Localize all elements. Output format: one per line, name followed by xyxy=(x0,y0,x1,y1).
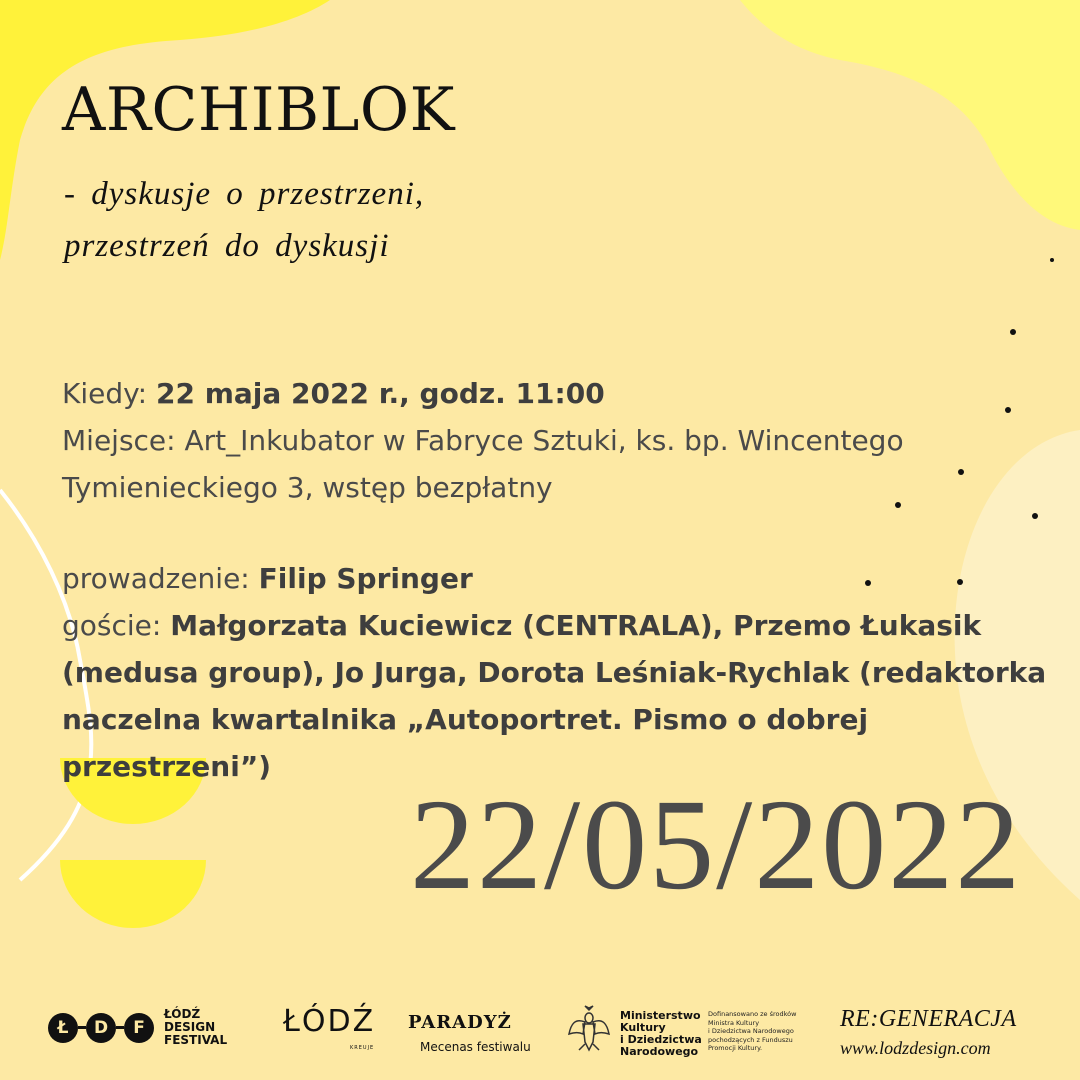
funding-line-4: pochodzących z Funduszu xyxy=(708,1035,793,1044)
ldf-dash xyxy=(116,1026,124,1029)
funding-line-3: i Dziedzictwa Narodowego xyxy=(708,1027,794,1035)
ldf-name xyxy=(164,1008,254,1047)
event-info xyxy=(62,370,1052,790)
ldf-logo xyxy=(48,1008,254,1047)
sponsor-footer xyxy=(0,990,1080,1070)
guests-line-2-row xyxy=(62,649,1052,696)
where-line-1: Miejsce: Art_Inkubator w Fabryce Sztuki, ks. bp. Wincentego xyxy=(62,424,904,457)
when-value: 22 maja 2022 r., godz. 11:00 xyxy=(156,377,605,410)
host-label: prowadzenie: xyxy=(62,562,259,595)
guests-line-3: naczelna kwartalnika „Autoportret. Pismo o dobrej przestrzeni”) xyxy=(62,703,869,783)
regeneracja-logo: RE:GENERACJA xyxy=(840,1006,1017,1032)
lodz-kreuje-logo: ŁÓDŹ xyxy=(283,1004,376,1039)
yellow-half-circle-2 xyxy=(60,860,206,928)
ldf-name-line-1: ŁÓDŹ DESIGN xyxy=(164,1007,216,1034)
ministry-name xyxy=(620,1010,702,1058)
lodz-kreuje-subtext: KREUJE xyxy=(350,1045,375,1051)
guests-line-2: (medusa group), Jo Jurga, Dorota Leśniak-Rychlak (redaktorka xyxy=(62,656,1047,689)
ldf-letter-l: Ł xyxy=(48,1013,78,1043)
website-link[interactable]: www.lodzdesign.com xyxy=(840,1038,991,1058)
ldf-letter-f: F xyxy=(124,1013,154,1043)
guests-line-1: Małgorzata Kuciewicz (CENTRALA), Przemo Łukasik xyxy=(170,609,982,642)
event-title: ARCHIBLOK xyxy=(62,75,455,145)
ministry-line-3: i Dziedzictwa xyxy=(620,1033,702,1046)
ldf-dash xyxy=(78,1026,86,1029)
funding-note xyxy=(708,1010,808,1053)
host-value: Filip Springer xyxy=(258,562,473,595)
when-label: Kiedy: xyxy=(62,377,157,410)
host-row xyxy=(62,555,1052,602)
paradyz-caption: Mecenas festiwalu xyxy=(420,1040,531,1054)
spacer xyxy=(62,511,1052,555)
guests-label: goście: xyxy=(62,609,171,642)
ldf-letter-d: D xyxy=(86,1013,116,1043)
subtitle-line-1: - dyskusje o przestrzeni, xyxy=(64,176,425,212)
funding-line-5: Promocji Kultury. xyxy=(708,1044,763,1052)
ldf-name-line-2: FESTIVAL xyxy=(164,1033,228,1047)
funding-line-2: Ministra Kultury xyxy=(708,1018,760,1027)
yellow-blob-top-right xyxy=(740,0,1080,230)
big-date: 22/05/2022 xyxy=(410,773,1023,917)
ministry-line-4: Narodowego xyxy=(620,1045,699,1058)
guests-row xyxy=(62,602,1052,649)
polish-eagle-icon xyxy=(567,1004,611,1054)
event-subtitle xyxy=(64,168,424,272)
subtitle-line-2: przestrzeń do dyskusji xyxy=(64,228,390,264)
funding-line-1: Dofinansowano ze środków xyxy=(708,1010,797,1018)
ministry-line-2: Kultury xyxy=(620,1021,666,1034)
paradyz-logo: PARADYŻ xyxy=(408,1012,512,1033)
ministry-line-1: Ministerstwo xyxy=(620,1009,701,1022)
where-line-2: Tymienieckiego 3, wstęp bezpłatny xyxy=(62,471,553,504)
when-row xyxy=(62,370,1052,417)
